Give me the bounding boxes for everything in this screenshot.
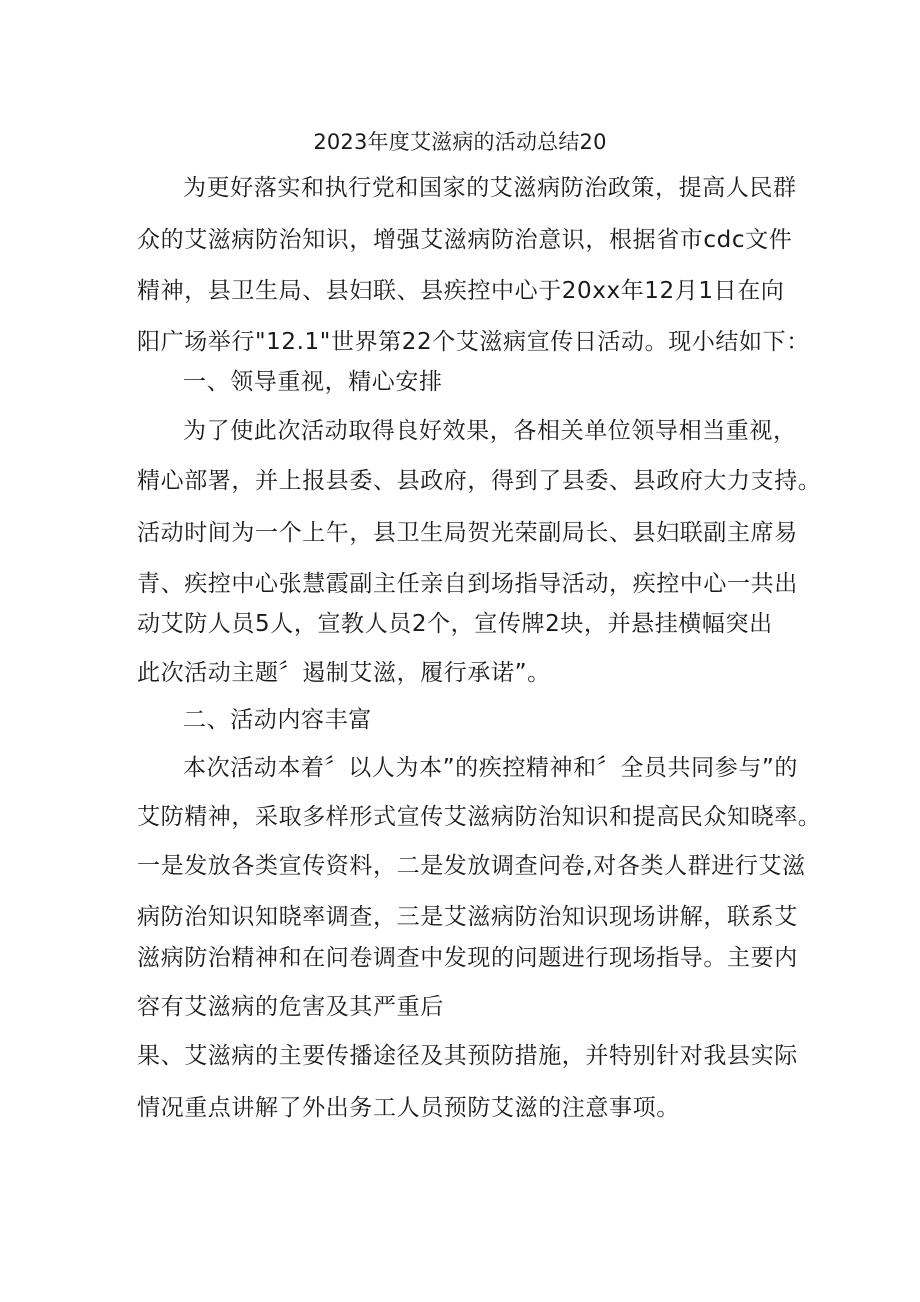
paragraph-line: 一是发放各类宣传资料，二是发放调查问卷,对各类人群进行艾滋 [137,853,806,879]
section-heading: 二、活动内容丰富 [183,707,372,733]
paragraph-line: 活动时间为一个上午，县卫生局贺光荣副局长、县妇联副主席易 [137,520,798,546]
paragraph-line: 动艾防人员5人，宣教人员2个，宣传牌2块，并悬挂横幅突出 [137,611,773,637]
paragraph-line: 精心部署，并上报县委、县政府，得到了县委、县政府大力支持。 [137,468,822,494]
paragraph-line: 本次活动本着〞以人为本”的疾控精神和〞全员共同参与”的 [183,755,799,781]
paragraph-line: 众的艾滋病防治知识，增强艾滋病防治意识，根据省市cdc文件 [137,227,793,253]
paragraph-line: 为更好落实和执行党和国家的艾滋病防治政策，提高人民群 [183,175,797,201]
paragraph-line: 果、艾滋病的主要传播途径及其预防措施，并特别针对我县实际 [137,1043,798,1069]
section-heading: 一、领导重视，精心安排 [183,369,443,395]
paragraph-line: 阳广场举行"12.1"世界第22个艾滋病宣传日活动。现小结如下： [137,329,810,355]
paragraph-line: 青、疾控中心张慧霞副主任亲自到场指导活动，疾控中心一共出 [137,571,798,597]
paragraph-line: 容有艾滋病的危害及其严重后 [137,994,444,1020]
paragraph-line: 为了使此次活动取得良好效果，各相关单位领导相当重视， [183,418,797,444]
paragraph-line: 精神，县卫生局、县妇联、县疾控中心于20xx年12月1日在向 [137,278,785,304]
paragraph-line: 此次活动主题〞遏制艾滋，履行承诺”。 [137,660,551,686]
paragraph-line: 艾防精神，采取多样形式宣传艾滋病防治知识和提高民众知晓率。 [137,804,822,830]
paragraph-line: 滋病防治精神和在问卷调查中发现的问题进行现场指导。主要内 [137,945,798,971]
document-title: 2023年度艾滋病的活动总结20 [313,130,607,154]
paragraph-line: 情况重点讲解了外出务工人员预防艾滋的注意事项。 [137,1095,680,1121]
paragraph-line: 病防治知识知晓率调查，三是艾滋病防治知识现场讲解，联系艾 [137,904,798,930]
